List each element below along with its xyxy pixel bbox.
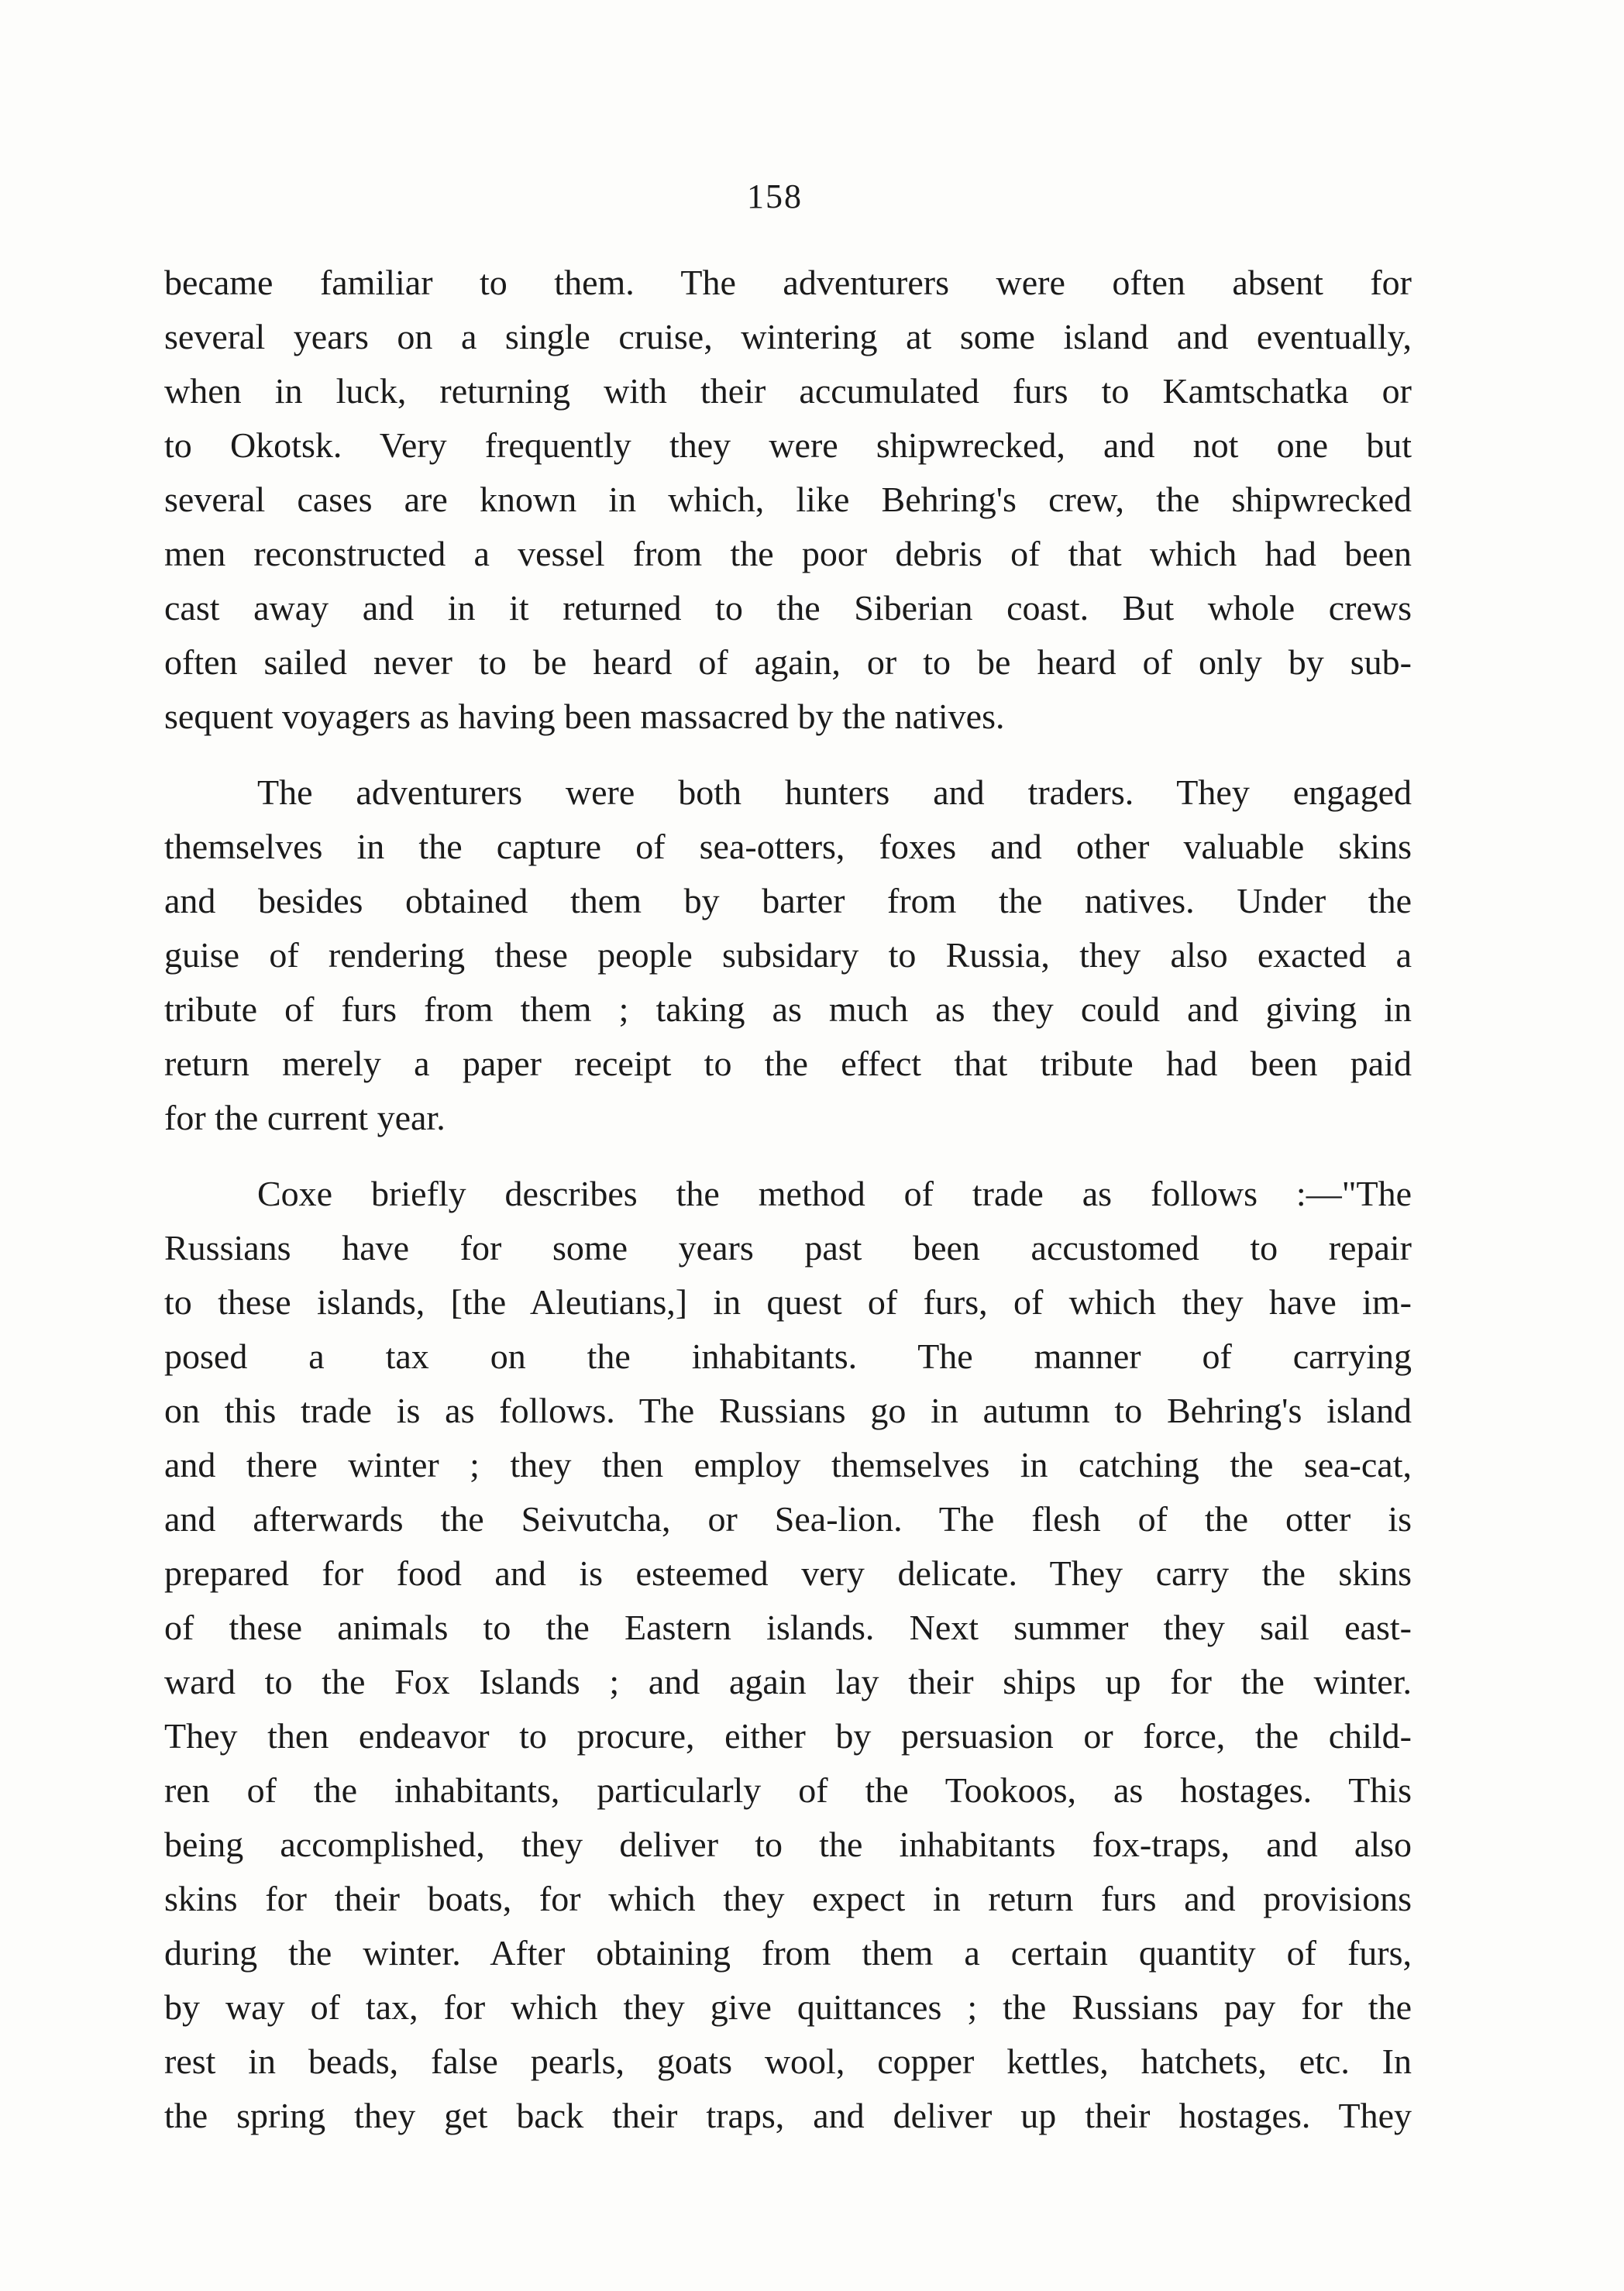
text-line: to these islands, [the Aleutians,] in quest of furs, of which they have im- xyxy=(164,1282,1412,1322)
text-line: of these animals to the Eastern islands. Next summer they sail east- xyxy=(164,1608,1412,1647)
text-line: and afterwards the Seivutcha, or Sea-lion. The flesh of the otter is xyxy=(164,1499,1412,1539)
text-line: Russians have for some years past been accustomed to repair xyxy=(164,1228,1412,1268)
text-line: and there winter ; they then employ themselves in catching the sea-cat, xyxy=(164,1445,1412,1484)
text-line: return merely a paper receipt to the effect that tribute had been paid xyxy=(164,1044,1412,1083)
text-line: sequent voyagers as having been massacred by the natives. xyxy=(164,697,1005,736)
text-line: on this trade is as follows. The Russians go in autumn to Behring's island xyxy=(164,1391,1412,1430)
paragraph-2 xyxy=(164,765,1412,1145)
paragraph-3 xyxy=(164,1167,1412,2143)
text-line: ward to the Fox Islands ; and again lay their ships up for the winter. xyxy=(164,1662,1412,1701)
text-line: themselves in the capture of sea-otters, foxes and other valuable skins xyxy=(164,827,1412,866)
text-line: for the current year. xyxy=(164,1098,446,1137)
text-line: They then endeavor to procure, either by persuasion or force, the child- xyxy=(164,1716,1412,1756)
text-line: by way of tax, for which they give quittances ; the Russians pay for the xyxy=(164,1987,1412,2027)
text-line: The adventurers were both hunters and traders. They engaged xyxy=(257,772,1412,812)
text-line: several cases are known in which, like Behring's crew, the shipwrecked xyxy=(164,480,1412,519)
body-text xyxy=(164,256,1412,2143)
text-line: several years on a single cruise, wintering at some island and eventually, xyxy=(164,317,1412,356)
text-line: when in luck, returning with their accumulated furs to Kamtschatka or xyxy=(164,371,1412,411)
paragraph-1 xyxy=(164,256,1412,744)
text-line: being accomplished, they deliver to the inhabitants fox-traps, and also xyxy=(164,1825,1412,1864)
text-line: and besides obtained them by barter from the natives. Under the xyxy=(164,881,1412,920)
text-line: Coxe briefly describes the method of trade as follows :—"The xyxy=(257,1174,1412,1213)
text-line: ren of the inhabitants, particularly of the Tookoos, as hostages. This xyxy=(164,1770,1412,1810)
text-line: skins for their boats, for which they expect in return furs and provisions xyxy=(164,1879,1412,1918)
text-line: often sailed never to be heard of again, or to be heard of only by sub- xyxy=(164,642,1412,682)
page-number: 158 xyxy=(747,177,803,215)
text-line: prepared for food and is esteemed very delicate. They carry the skins xyxy=(164,1553,1412,1593)
text-line: guise of rendering these people subsidary to Russia, they also exacted a xyxy=(164,935,1412,975)
text-line: men reconstructed a vessel from the poor debris of that which had been xyxy=(164,534,1412,573)
text-line: cast away and in it returned to the Siberian coast. But whole crews xyxy=(164,588,1412,628)
text-line: became familiar to them. The adventurers were often absent for xyxy=(164,263,1412,302)
text-line: during the winter. After obtaining from them a certain quantity of furs, xyxy=(164,1933,1412,1973)
text-line: tribute of furs from them ; taking as much as they could and giving in xyxy=(164,989,1412,1029)
text-line: the spring they get back their traps, and deliver up their hostages. They xyxy=(164,2096,1412,2135)
text-line: rest in beads, false pearls, goats wool, copper kettles, hatchets, etc. In xyxy=(164,2042,1412,2081)
text-line: to Okotsk. Very frequently they were shipwrecked, and not one but xyxy=(164,425,1412,465)
text-line: posed a tax on the inhabitants. The manner of carrying xyxy=(164,1336,1412,1376)
